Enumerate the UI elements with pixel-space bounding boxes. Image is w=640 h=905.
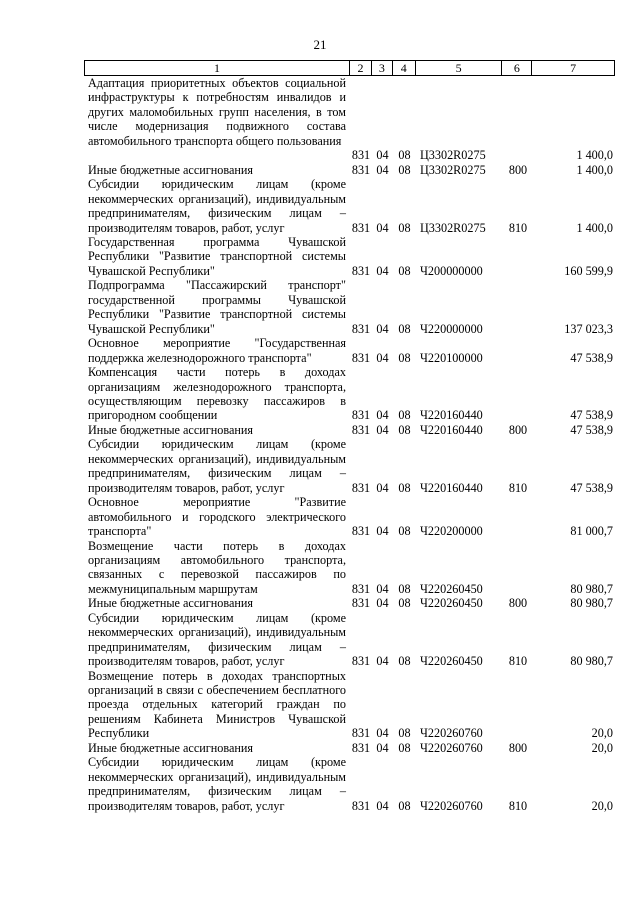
cell-amount: 47 538,9 — [570, 408, 613, 423]
cell-gr: 831 — [351, 350, 371, 365]
cell-rz: 04 — [376, 220, 389, 235]
table-row — [84, 495, 615, 538]
cell-csr: Ч220200000 — [420, 524, 483, 539]
cell-name: Государственная программа Чувашской Республики "Развитие транспортной системы Чувашской Республики" — [88, 234, 346, 278]
cell-pr: 08 — [398, 726, 411, 741]
cell-vr: 810 — [508, 480, 528, 495]
header-col-2: 2 — [350, 61, 372, 75]
cell-gr: 831 — [351, 740, 371, 755]
cell-amount: 80 980,7 — [570, 596, 613, 611]
cell-csr: Ч200000000 — [420, 263, 483, 278]
cell-csr: Ч220100000 — [420, 350, 483, 365]
header-col-3: 3 — [372, 61, 393, 75]
cell-pr: 08 — [398, 740, 411, 755]
cell-amount: 47 538,9 — [570, 422, 613, 437]
cell-pr: 08 — [398, 148, 411, 163]
cell-name: Субсидии юридическим лицам (кроме некоммерческих организаций), индивидуальным предпринимателям, физическим лицам – производителям товаров, работ, услуг — [88, 755, 346, 813]
cell-gr: 831 — [351, 220, 371, 235]
cell-amount: 137 023,3 — [564, 321, 613, 336]
cell-pr: 08 — [398, 654, 411, 669]
cell-gr: 831 — [351, 480, 371, 495]
table-row — [84, 423, 615, 437]
cell-rz: 04 — [376, 654, 389, 669]
table-row — [84, 235, 615, 278]
table-row — [84, 76, 615, 148]
cell-pr: 08 — [398, 408, 411, 423]
cell-gr: 831 — [351, 524, 371, 539]
cell-amount: 20,0 — [591, 798, 613, 813]
cell-csr: Ч220160440 — [420, 422, 483, 437]
cell-gr: 831 — [351, 263, 371, 278]
cell-pr: 08 — [398, 162, 411, 177]
cell-pr: 08 — [398, 263, 411, 278]
cell-vr: 800 — [508, 422, 528, 437]
table-row — [84, 163, 615, 177]
cell-gr: 831 — [351, 148, 371, 163]
cell-pr: 08 — [398, 798, 411, 813]
cell-amount: 47 538,9 — [570, 350, 613, 365]
cell-name: Основное мероприятие "Государственная поддержка железнодорожного транспорта" — [88, 336, 346, 365]
cell-name: Субсидии юридическим лицам (кроме некоммерческих организаций), индивидуальным предпринимателям, физическим лицам – производителям товаров, работ, услуг — [88, 610, 346, 669]
cell-pr: 08 — [398, 524, 411, 539]
cell-amount: 81 000,7 — [570, 524, 613, 539]
cell-pr: 08 — [398, 596, 411, 611]
cell-name: Подпрограмма "Пассажирский транспорт" государственной программы Чувашской Республики "Развитие транспортной системы Чувашской Республики" — [88, 278, 346, 336]
table-row — [84, 755, 615, 813]
cell-gr: 831 — [351, 654, 371, 669]
cell-gr: 831 — [351, 422, 371, 437]
cell-amount: 160 599,9 — [564, 263, 613, 278]
header-col-4: 4 — [393, 61, 416, 75]
cell-csr: Ч220160440 — [420, 480, 483, 495]
cell-rz: 04 — [376, 162, 389, 177]
cell-gr: 831 — [351, 321, 371, 336]
cell-gr: 831 — [351, 726, 371, 741]
cell-csr: Ч220000000 — [420, 321, 483, 336]
cell-csr: Ц3302R0275 — [420, 162, 486, 177]
cell-rz: 04 — [376, 408, 389, 423]
cell-csr: Ч220260450 — [420, 596, 483, 611]
cell-pr: 08 — [398, 581, 411, 596]
cell-rz: 04 — [376, 798, 389, 813]
cell-amount: 20,0 — [591, 740, 613, 755]
header-col-6: 6 — [502, 61, 532, 75]
cell-name: Адаптация приоритетных объектов социальной инфраструктуры к потребностям инвалидов и других маломобильных групп населения, в том числе модернизация подвижного состава автомобильного транспорта общего пользования — [88, 76, 346, 148]
table-row — [84, 148, 615, 162]
cell-name: Иные бюджетные ассигнования — [88, 740, 254, 755]
cell-rz: 04 — [376, 596, 389, 611]
cell-rz: 04 — [376, 581, 389, 596]
cell-name: Основное мероприятие "Развитие автомобильного и городского электрического транспорта" — [88, 495, 346, 539]
cell-csr: Ч220160440 — [420, 408, 483, 423]
cell-amount: 20,0 — [591, 726, 613, 741]
cell-rz: 04 — [376, 726, 389, 741]
table-row — [84, 365, 615, 423]
table-row — [84, 437, 615, 495]
table-row — [84, 611, 615, 669]
cell-amount: 1 400,0 — [576, 220, 613, 235]
cell-rz: 04 — [376, 480, 389, 495]
cell-vr: 800 — [508, 162, 528, 177]
cell-amount: 1 400,0 — [576, 148, 613, 163]
cell-name: Иные бюджетные ассигнования — [88, 422, 254, 437]
cell-amount: 80 980,7 — [570, 654, 613, 669]
cell-name: Субсидии юридическим лицам (кроме некоммерческих организаций), индивидуальным предпринимателям, физическим лицам – производителям товаров, работ, услуг — [88, 437, 346, 495]
header-col-5: 5 — [416, 61, 503, 75]
cell-vr: 800 — [508, 740, 528, 755]
cell-csr: Ч220260450 — [420, 581, 483, 596]
cell-rz: 04 — [376, 263, 389, 278]
cell-rz: 04 — [376, 148, 389, 163]
cell-csr: Ч220260760 — [420, 740, 483, 755]
cell-amount: 47 538,9 — [570, 480, 613, 495]
table-row — [84, 741, 615, 755]
cell-gr: 831 — [351, 581, 371, 596]
table-row — [84, 336, 615, 365]
cell-name: Компенсация части потерь в доходах организациям железнодорожного транспорта, осуществляющим перевозку пассажиров в пригородном сообщении — [88, 365, 346, 423]
header-col-7: 7 — [570, 61, 577, 75]
cell-vr: 810 — [508, 654, 528, 669]
table-row — [84, 669, 615, 741]
cell-vr: 810 — [508, 220, 528, 235]
table-row — [84, 539, 615, 597]
cell-csr: Ц3302R0275 — [420, 220, 486, 235]
table-row — [84, 278, 615, 336]
cell-vr: 810 — [508, 798, 528, 813]
cell-rz: 04 — [376, 740, 389, 755]
cell-rz: 04 — [376, 350, 389, 365]
cell-rz: 04 — [376, 422, 389, 437]
cell-amount: 80 980,7 — [570, 581, 613, 596]
cell-csr: Ц3302R0275 — [420, 148, 486, 163]
table-body — [84, 76, 615, 813]
cell-name: Возмещение части потерь в доходах организациям автомобильного транспорта, связанных с перевозкой пассажиров по межмуниципальным маршрутам — [88, 538, 346, 596]
table-header — [84, 60, 615, 76]
cell-csr: Ч220260760 — [420, 726, 483, 741]
cell-gr: 831 — [351, 798, 371, 813]
cell-name: Возмещение потерь в доходах транспортных организаций в связи с обеспечением бесплатного проезда отдельных категорий граждан по решениям Кабинета Министров Чувашской Республики — [88, 668, 346, 741]
cell-csr: Ч220260760 — [420, 798, 483, 813]
cell-pr: 08 — [398, 422, 411, 437]
cell-gr: 831 — [351, 162, 371, 177]
cell-rz: 04 — [376, 321, 389, 336]
cell-name: Иные бюджетные ассигнования — [88, 596, 254, 611]
table-row — [84, 177, 615, 235]
cell-pr: 08 — [398, 480, 411, 495]
cell-gr: 831 — [351, 596, 371, 611]
cell-name: Иные бюджетные ассигнования — [88, 162, 254, 177]
cell-name: Субсидии юридическим лицам (кроме некоммерческих организаций), индивидуальным предпринимателям, физическим лицам – производителям товаров, работ, услуг — [88, 177, 346, 235]
cell-rz: 04 — [376, 524, 389, 539]
cell-vr: 800 — [508, 596, 528, 611]
page-number: 21 — [313, 37, 327, 52]
cell-gr: 831 — [351, 408, 371, 423]
table-row — [84, 596, 615, 610]
cell-amount: 1 400,0 — [576, 162, 613, 177]
cell-csr: Ч220260450 — [420, 654, 483, 669]
header-col-1: 1 — [85, 61, 350, 75]
cell-pr: 08 — [398, 220, 411, 235]
cell-pr: 08 — [398, 350, 411, 365]
cell-pr: 08 — [398, 321, 411, 336]
